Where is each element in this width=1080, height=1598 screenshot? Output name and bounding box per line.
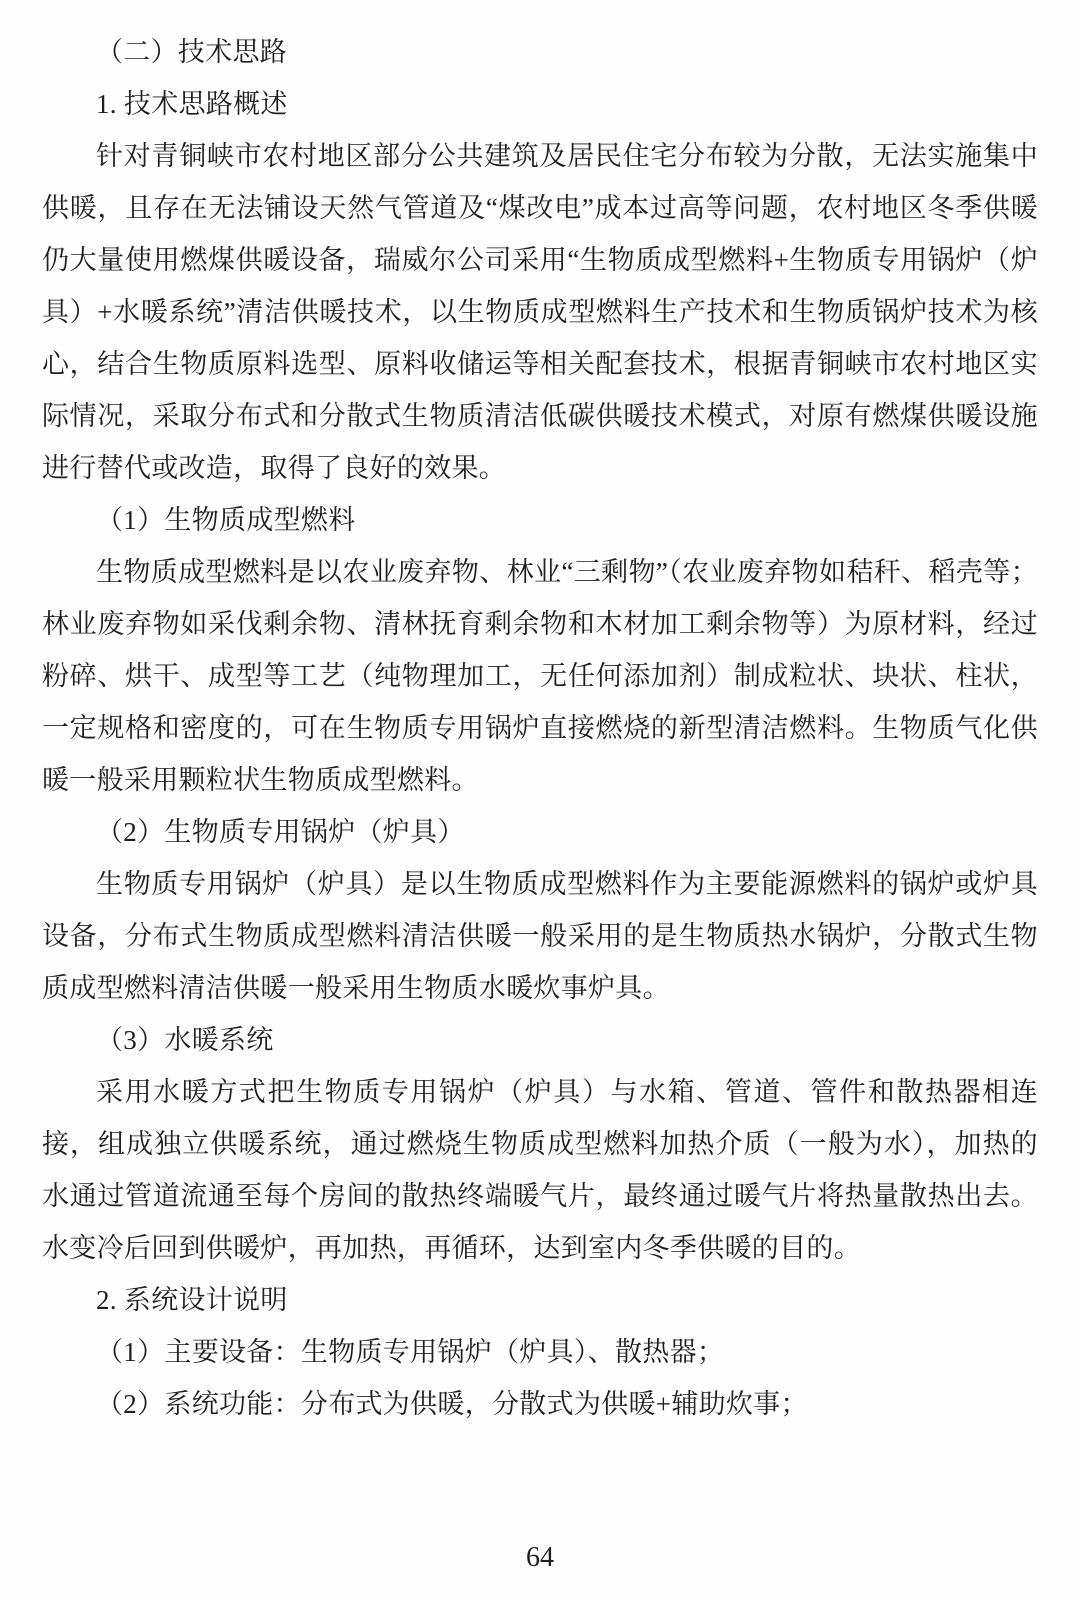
paragraph-biomass-fuel: 生物质成型燃料是以农业废弃物、林业“三剩物”（农业废弃物如秸秆、稻壳等；林业废弃物如采伐剩余物、清林抚育剩余物和木材加工剩余物等）为原材料，经过粉碎、烘干、成型等工艺（纯物理加工，无任何添加剂）制成粒状、块状、柱状，一定规格和密度的，可在生物质专用锅炉直接燃烧的新型清洁燃料。生物质气化供暖一般采用颗粒状生物质成型燃料。	[42, 557, 1038, 795]
page-number: 64	[526, 1542, 554, 1573]
section-heading: （二）技术思路	[96, 37, 288, 67]
paragraph-overview: 针对青铜峡市农村地区部分公共建筑及居民住宅分布较为分散，无法实施集中供暖，且存在无法铺设天然气管道及“煤改电”成本过高等问题，农村地区冬季供暖仍大量使用燃煤供暖设备，瑞威尔公司采用“生物质成型燃料+生物质专用锅炉（炉具）+水暖系统”清洁供暖技术，以生物质成型燃料生产技术和生物质锅炉技术为核心，结合生物质原料选型、原料收储运等相关配套技术，根据青铜峡市农村地区实际情况，采取分布式和分散式生物质清洁低碳供暖技术模式，对原有燃煤供暖设施进行替代或改造，取得了良好的效果。	[42, 141, 1038, 483]
list-item-main-equipment: （1）主要设备：生物质专用锅炉（炉具）、散热器；	[96, 1337, 725, 1367]
paragraph-hydronic: 采用水暖方式把生物质专用锅炉（炉具）与水箱、管道、管件和散热器相连接，组成独立供暖系统，通过燃烧生物质成型燃料加热介质（一般为水），加热的水通过管道流通至每个房间的散热终端暖气片，最终通过暖气片将热量散热出去。水变冷后回到供暖炉，再加热，再循环，达到室内冬季供暖的目的。	[42, 1077, 1038, 1263]
subsection-heading-1: 1. 技术思路概述	[96, 89, 288, 119]
paragraph-boiler: 生物质专用锅炉（炉具）是以生物质成型燃料作为主要能源燃料的锅炉或炉具设备，分布式生物质成型燃料清洁供暖一般采用的是生物质热水锅炉，分散式生物质成型燃料清洁供暖一般采用生物质水暖炊事炉具。	[42, 869, 1038, 1003]
item-heading-biomass-fuel: （1）生物质成型燃料	[96, 505, 356, 535]
item-heading-boiler: （2）生物质专用锅炉（炉具）	[96, 817, 465, 847]
subsection-heading-2: 2. 系统设计说明	[96, 1285, 288, 1315]
list-item-system-function: （2）系统功能：分布式为供暖，分散式为供暖+辅助炊事；	[96, 1389, 808, 1419]
item-heading-hydronic: （3）水暖系统	[96, 1025, 274, 1055]
